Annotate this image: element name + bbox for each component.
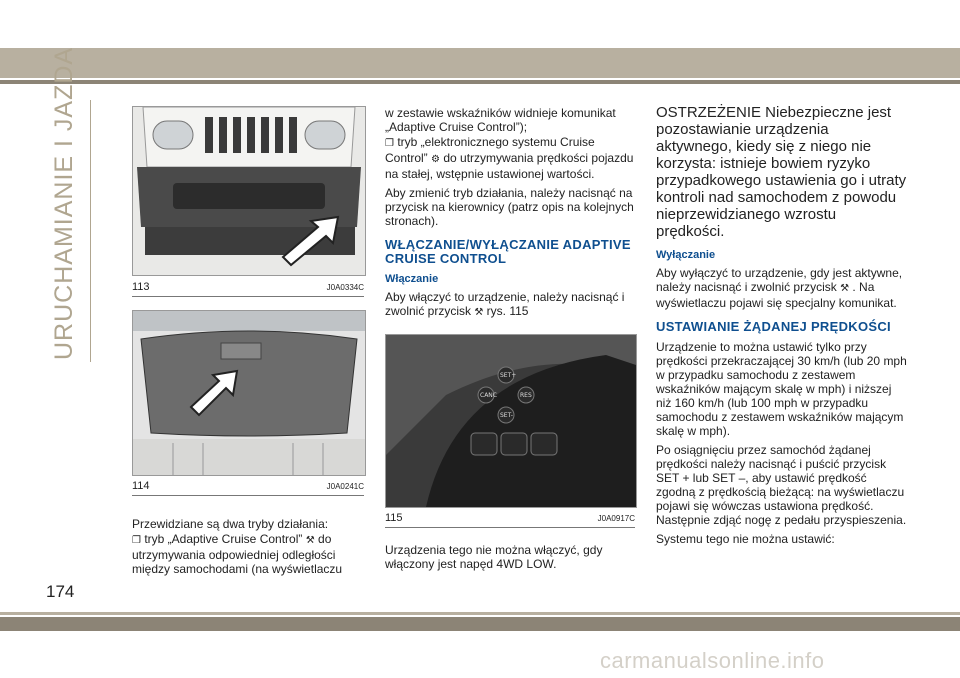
windshield-illustration: [133, 311, 365, 475]
figure-115-code: J0A0917C: [597, 514, 635, 523]
header-band: [0, 48, 960, 78]
col2-paragraph-2: [385, 135, 635, 181]
figure-114-image: [132, 310, 366, 476]
col2-paragraph-5: Urządzenia tego nie można włączyć, gdy włączony jest napęd 4WD LOW.: [385, 543, 603, 571]
svg-text:SET+: SET+: [500, 372, 517, 379]
col1-paragraph-2: [132, 532, 368, 576]
car-front-illustration: [133, 107, 365, 275]
figure-114-code: J0A0241C: [326, 482, 364, 491]
column-1-text: [132, 517, 368, 581]
cruise-control-icon: ⚒: [474, 307, 484, 318]
col3-paragraph-1: [656, 266, 908, 310]
col1-p2-start: tryb „Adaptive Cruise Control”: [144, 532, 303, 546]
column-3-text: [656, 104, 908, 551]
column-2-text: [385, 106, 635, 325]
col2-p4-start: Aby włączyć to urządzenie, należy nacisnąć i zwolnić przycisk: [385, 290, 625, 318]
figure-115-number: 115: [385, 512, 403, 524]
col2-paragraph-4: [385, 290, 635, 320]
heading-on: Włączanie: [385, 273, 439, 285]
page-number: 174: [46, 582, 75, 601]
col1-paragraph-1: Przewidziane są dwa tryby działania:: [132, 517, 329, 531]
header-rule: [0, 80, 960, 84]
speedometer-icon: ⚙: [431, 154, 440, 165]
cruise-control-icon: ⚒: [840, 283, 850, 294]
col3-p1-end: . Na wyświetlaczu pojawi się specjalny komunikat.: [656, 280, 897, 310]
figure-113-caption: [132, 281, 364, 297]
book-icon: ❐: [132, 535, 141, 546]
col3-p1-start: Aby wyłączyć to urządzenie, gdy jest aktywne, należy nacisnąć i zwolnić przycisk: [656, 266, 903, 294]
col2-paragraph-1: w zestawie wskaźników widnieje komunikat „Adaptive Cruise Control”);: [385, 106, 616, 134]
col2-p4-figref: rys. 115: [486, 304, 529, 318]
section-side-title: URUCHAMIANIE I JAZDA: [50, 46, 78, 360]
heading-on-off: WŁĄCZANIE/WYŁĄCZANIE ADAPTIVE CRUISE CONTROL: [385, 237, 631, 266]
svg-text:SET-: SET-: [500, 412, 513, 419]
col3-paragraph-4: Systemu tego nie można ustawić:: [656, 532, 835, 546]
figure-115-caption: [385, 512, 635, 528]
side-divider: [90, 100, 91, 362]
svg-text:CANC: CANC: [480, 392, 497, 399]
steering-wheel-illustration: [386, 335, 636, 507]
svg-text:RES: RES: [520, 392, 532, 399]
heading-set-speed: USTAWIANIE ŻĄDANEJ PRĘDKOŚCI: [656, 319, 891, 334]
figure-113-code: J0A0334C: [326, 283, 364, 292]
watermark: carmanualsonline.info: [600, 648, 825, 673]
figure-114-number: 114: [132, 480, 150, 492]
warning-text: OSTRZEŻENIE Niebezpieczne jest pozostawianie urządzenia aktywnego, kiedy się z niego nie korzysta: istnieje bowiem ryzyko przypadkowego ustawienia go i utraty kontroli nad samochodem z powodu nieprzewidzianego wzrostu prędkości.: [656, 104, 907, 240]
column-2-bottom-text: [385, 543, 635, 576]
figure-113-image: [132, 106, 366, 276]
figure-114-caption: [132, 480, 364, 496]
figure-113-number: 113: [132, 281, 150, 293]
footer-band: [0, 617, 960, 631]
col2-p2-start: tryb „elektronicznego systemu Cruise Control”: [385, 135, 595, 165]
heading-off: Wyłączanie: [656, 249, 716, 261]
col3-paragraph-3: Po osiągnięciu przez samochód żądanej prędkości należy nacisnąć i puścić przycisk SET + lub SET –, aby ustawić prędkość zgodną z prędkością bieżącą: na wyświetlaczu pojawi się wówczas ustawiona prędkość. Następnie zdjąć nogę z pedału przyspieszenia.: [656, 443, 907, 527]
col2-p2-end: do utrzymywania prędkości pojazdu na stałej, wstępnie ustawionej wartości.: [385, 151, 634, 181]
col2-paragraph-3: Aby zmienić tryb działania, należy nacisnąć na przycisk na kierownicy (patrz opis na kolejnych stronach).: [385, 186, 634, 228]
col3-paragraph-2: Urządzenie to można ustawić tylko przy prędkości przekraczającej 30 km/h (lub 20 mph w przypadku samochodu z zestawem wskaźników mającym skalę w mph) i niższej niż 160 km/h (lub 100 mph w przypadku samochodu z zestawem wskaźników mającym skalę w mph).: [656, 340, 907, 438]
col1-p2-end: do utrzymywania odpowiedniej odległości między samochodami (na wyświetlaczu: [132, 532, 343, 576]
book-icon: ❐: [385, 138, 394, 149]
footer-rule: [0, 612, 960, 615]
cruise-control-icon: ⚒: [305, 535, 315, 546]
figure-115-image: [385, 334, 637, 508]
